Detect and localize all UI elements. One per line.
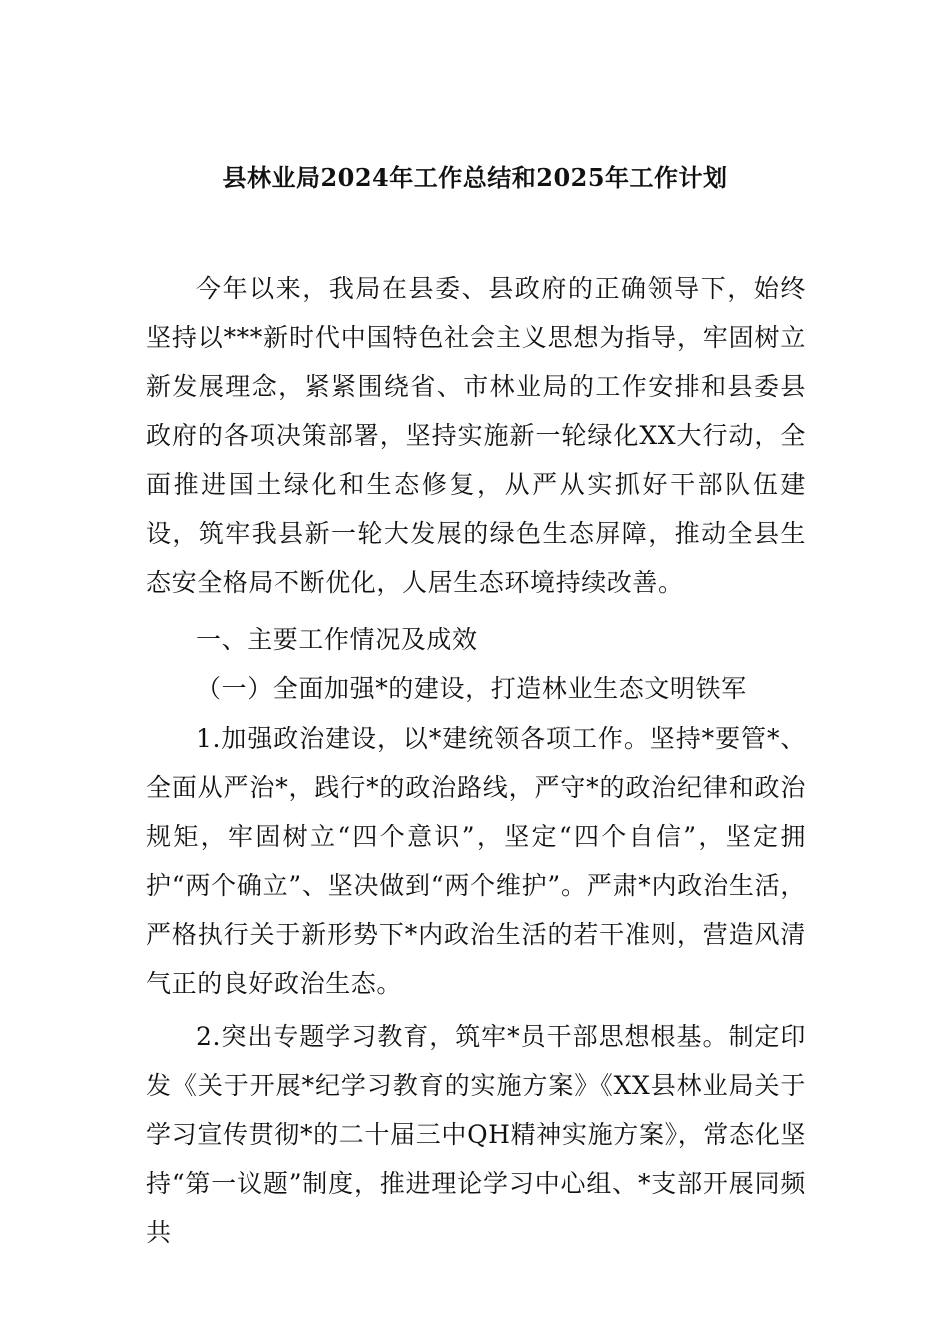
item-1-block	[146, 714, 806, 1008]
subsection-heading: （一）全面加强*的建设，打造林业生态文明铁军	[196, 674, 747, 703]
section-heading-block	[146, 615, 806, 664]
document-title: 县林业局2024年工作总结和2025年工作计划	[222, 163, 728, 192]
subsection-heading-block	[146, 664, 806, 713]
intro-paragraph: 今年以来，我局在县委、县政府的正确领导下，始终坚持以***新时代中国特色社会主义思想为指导，牢固树立新发展理念，紧紧围绕省、市林业局的工作安排和县委县政府的各项决策部署，坚持实施新一轮绿化XX大行动，全面推进国土绿化和生态修复，从严从实抓好干部队伍建设，筑牢我县新一轮大发展的绿色生态屏障，推动全县生态安全格局不断优化，人居生态环境持续改善。	[146, 274, 806, 597]
item-2-block	[146, 1012, 806, 1257]
item-1-paragraph: 1.加强政治建设，以*建统领各项工作。坚持*要管*、全面从严治*，践行*的政治路线，严守*的政治纪律和政治规矩，牢固树立“四个意识”，坚定“四个自信”，坚定拥护“两个确立”、坚决做到“两个维护”。严肃*内政治生活，严格执行关于新形势下*内政治生活的若干准则，营造风清气正的良好政治生态。	[146, 724, 806, 998]
item-2-paragraph: 2.突出专题学习教育，筑牢*员干部思想根基。制定印发《关于开展*纪学习教育的实施方案》《XX县林业局关于学习宣传贯彻*的二十届三中QH精神实施方案》，常态化坚持“第一议题”制度，推进理论学习中心组、*支部开展同频共	[146, 1022, 806, 1247]
intro-paragraph-block	[146, 264, 806, 607]
section-heading: 一、主要工作情况及成效	[196, 625, 478, 654]
